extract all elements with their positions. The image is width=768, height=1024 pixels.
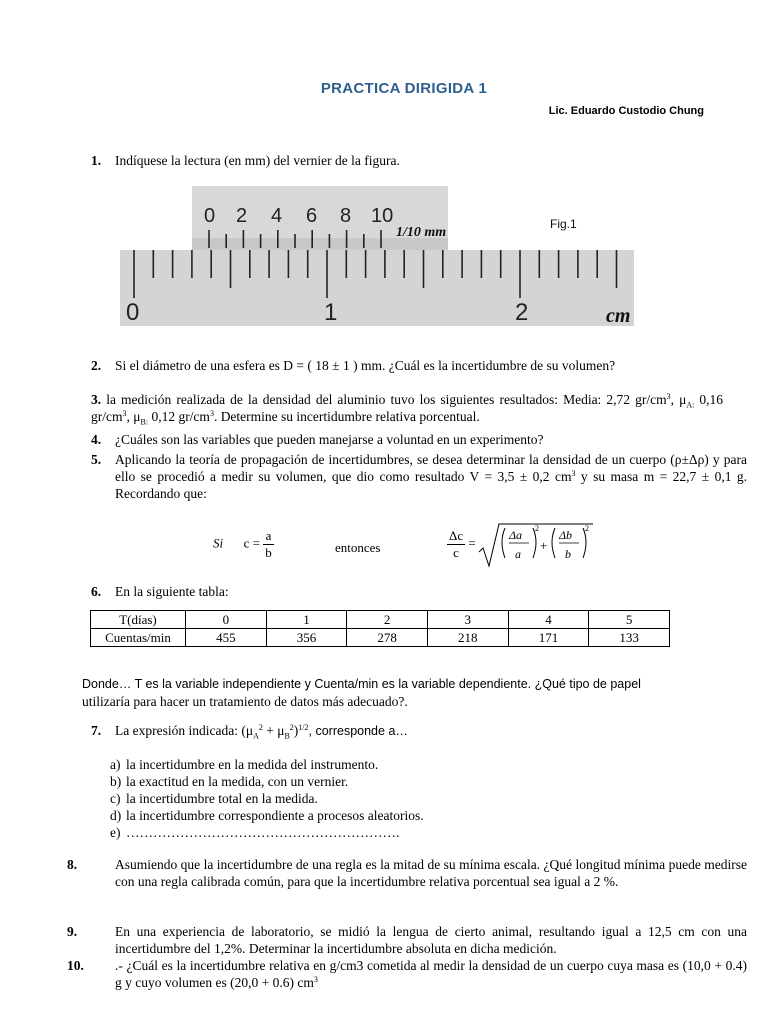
table-cell: Cuentas/min <box>91 629 186 647</box>
question-text: , corresponde a… <box>308 724 408 738</box>
superscript: 3 <box>313 975 318 984</box>
vernier-label: 2 <box>236 205 248 227</box>
superscript: 2 <box>289 723 294 732</box>
question-5 <box>91 451 747 502</box>
formula-entonces: entonces <box>335 540 381 555</box>
question-2 <box>91 357 723 374</box>
followup-line-1: Donde… T es la variable independiente y Cuenta/min es la variable dependiente. ¿Qué tipo de papel <box>82 677 641 691</box>
list-item <box>110 824 424 841</box>
superscript: 3 <box>122 409 127 418</box>
table-cell: 5 <box>589 611 670 629</box>
question-number: 7. <box>91 723 102 738</box>
question-6 <box>91 583 723 600</box>
denominator: b <box>265 545 272 560</box>
table-cell: 278 <box>347 629 428 647</box>
plus-sign: + <box>540 538 548 553</box>
mu-symbol: μ <box>133 409 141 424</box>
question-text: Aplicando la teoría de propagación de incertidumbres, se desea determinar la densidad de un cuerpo (ρ±Δρ) y para ello se procedió a medir su volumen, que dio como resultado V = 3,5 ± 0,2 cm <box>115 452 747 484</box>
vernier-label: 0 <box>204 205 216 227</box>
vernier-figure <box>120 186 636 328</box>
question-text: + μ <box>262 723 285 738</box>
superscript: 3 <box>666 392 671 401</box>
question-number: 8. <box>67 857 78 872</box>
question-text: .- ¿Cuál es la incertidumbre relativa en g/cm3 cometida al medir la densidad de un cuerpo cuya masa es (10,0 + 0.4) g y cuyo volumen es (20,0 + 0.6) cm <box>115 958 747 990</box>
question-text: La expresión indicada: (μ <box>115 723 254 738</box>
question-number: 1. <box>91 153 102 168</box>
vernier-unit: 1/10 mm <box>396 225 447 240</box>
author-name: Lic. Eduardo Custodio Chung <box>548 105 704 117</box>
subscript: B <box>284 731 290 741</box>
question-8 <box>67 856 747 890</box>
option-letter: e) <box>110 825 121 840</box>
subscript: A <box>253 731 259 741</box>
main-label: 2 <box>515 299 529 326</box>
question-text: 0,12 gr/cm <box>148 409 210 424</box>
fraction-dc-over-c <box>447 528 465 561</box>
option-text: la incertidumbre en la medida del instrumento. <box>126 757 379 772</box>
formula-right <box>447 528 476 561</box>
vernier-label: 8 <box>340 205 352 227</box>
question-text: En una experiencia de laboratorio, se midió la lengua de cierto animal, resultando igual a 12,5 cm con una incertidumbre del 1,2%. Determinar la incertidumbre absoluta en dicha medición. <box>115 924 747 956</box>
question-text: ¿Cuáles son las variables que pueden manejarse a voluntad en un experimento? <box>115 432 544 447</box>
sqrt-formula <box>477 522 595 568</box>
question-text: En la siguiente tabla: <box>115 584 229 599</box>
table-cell: 3 <box>427 611 508 629</box>
table-cell: T(días) <box>91 611 186 629</box>
superscript: 1/2 <box>298 723 309 732</box>
question-text: ) <box>293 723 299 738</box>
question-text: Asumiendo que la incertidumbre de una regla es la mitad de su mínima escala. ¿Qué longitud mínima puede medirse con una regla calibrada común, para que la incertidumbre relativa porcentual sea igual a 2 %. <box>115 857 747 889</box>
question-1 <box>91 152 723 169</box>
question-7-options <box>110 756 424 841</box>
superscript: 3 <box>209 409 214 418</box>
question-text: , <box>126 409 134 424</box>
option-text: la incertidumbre total en la medida. <box>126 791 318 806</box>
exponent: 2 <box>535 524 539 533</box>
question-text: 0,16 gr/cm <box>91 392 724 424</box>
table-cell: 133 <box>589 629 670 647</box>
denominator: c <box>453 545 459 560</box>
question-text: , <box>670 392 680 407</box>
superscript: 3 <box>571 469 576 478</box>
unit-label: cm <box>606 305 631 327</box>
question-3 <box>91 391 723 425</box>
option-letter: c) <box>110 791 121 806</box>
option-text: ……………………………………………………. <box>126 825 400 840</box>
subscript: A: <box>686 400 695 410</box>
main-label: 0 <box>126 299 140 326</box>
question-9 <box>67 923 747 957</box>
table-cell: 1 <box>266 611 347 629</box>
table-cell: 0 <box>186 611 267 629</box>
fraction-a-over-b <box>263 528 274 561</box>
data-table <box>90 610 670 647</box>
mu-symbol: μ <box>679 392 687 407</box>
question-6-followup <box>82 676 722 710</box>
question-number: 9. <box>67 924 78 939</box>
question-number: 3. <box>91 392 102 407</box>
question-text: . Determine su incertidumbre relativa porcentual. <box>213 409 480 424</box>
question-text: Indíquese la lectura (en mm) del vernier de la figura. <box>115 153 400 168</box>
option-letter: d) <box>110 808 122 823</box>
formula-left <box>213 528 274 561</box>
main-label: 1 <box>324 299 338 326</box>
numerator: a <box>263 528 274 545</box>
numerator: Δc <box>449 528 464 543</box>
question-number: 4. <box>91 432 102 447</box>
question-number: 6. <box>91 584 102 599</box>
table-cell: 218 <box>427 629 508 647</box>
option-text: la incertidumbre correspondiente a procesos aleatorios. <box>126 808 424 823</box>
vernier-label: 10 <box>371 205 394 227</box>
denominator-b: b <box>565 547 571 561</box>
vernier-label: 6 <box>306 205 318 227</box>
question-7 <box>91 722 723 740</box>
table-row <box>91 611 670 629</box>
main-scale-body <box>120 250 634 326</box>
figure-label: Fig.1 <box>550 217 577 231</box>
table-cell: 171 <box>508 629 589 647</box>
list-item <box>110 807 424 824</box>
table-cell: 455 <box>186 629 267 647</box>
list-item <box>110 773 424 790</box>
denominator-a: a <box>515 547 521 561</box>
superscript: 2 <box>258 723 263 732</box>
delta-a: Δa <box>509 528 523 542</box>
question-number: 10. <box>67 958 84 973</box>
table-cell: 4 <box>508 611 589 629</box>
question-10 <box>67 957 747 991</box>
question-text: la medición realizada de la densidad del aluminio tuvo los siguientes resultados: Media: 2,72 gr/cm <box>106 392 667 407</box>
question-text: Si el diámetro de una esfera es D = ( 18 ± 1 ) mm. ¿Cuál es la incertidumbre de su volumen? <box>115 358 616 373</box>
question-4 <box>91 431 723 448</box>
list-item <box>110 756 424 773</box>
table-row <box>91 629 670 647</box>
exponent: 2 <box>585 524 589 533</box>
table-cell: 356 <box>266 629 347 647</box>
formula-c: c = <box>243 535 260 551</box>
table-cell: 2 <box>347 611 428 629</box>
followup-line-2: utilizaría para hacer un tratamiento de datos más adecuado?. <box>82 694 408 709</box>
option-letter: b) <box>110 774 122 789</box>
page-title: PRACTICA DIRIGIDA 1 <box>320 80 488 97</box>
option-text: la exactitud en la medida, con un vernier. <box>126 774 349 789</box>
question-text: y su masa m = 22,7 ± 0,1 g. Recordando que: <box>115 469 748 501</box>
formula-si: Si <box>213 535 224 551</box>
delta-b: Δb <box>559 528 573 542</box>
subscript: B: <box>140 417 149 427</box>
option-letter: a) <box>110 757 121 772</box>
question-number: 5. <box>91 452 102 467</box>
vernier-label: 4 <box>271 205 283 227</box>
question-number: 2. <box>91 358 102 373</box>
list-item <box>110 790 424 807</box>
equals-sign: = <box>468 535 476 551</box>
